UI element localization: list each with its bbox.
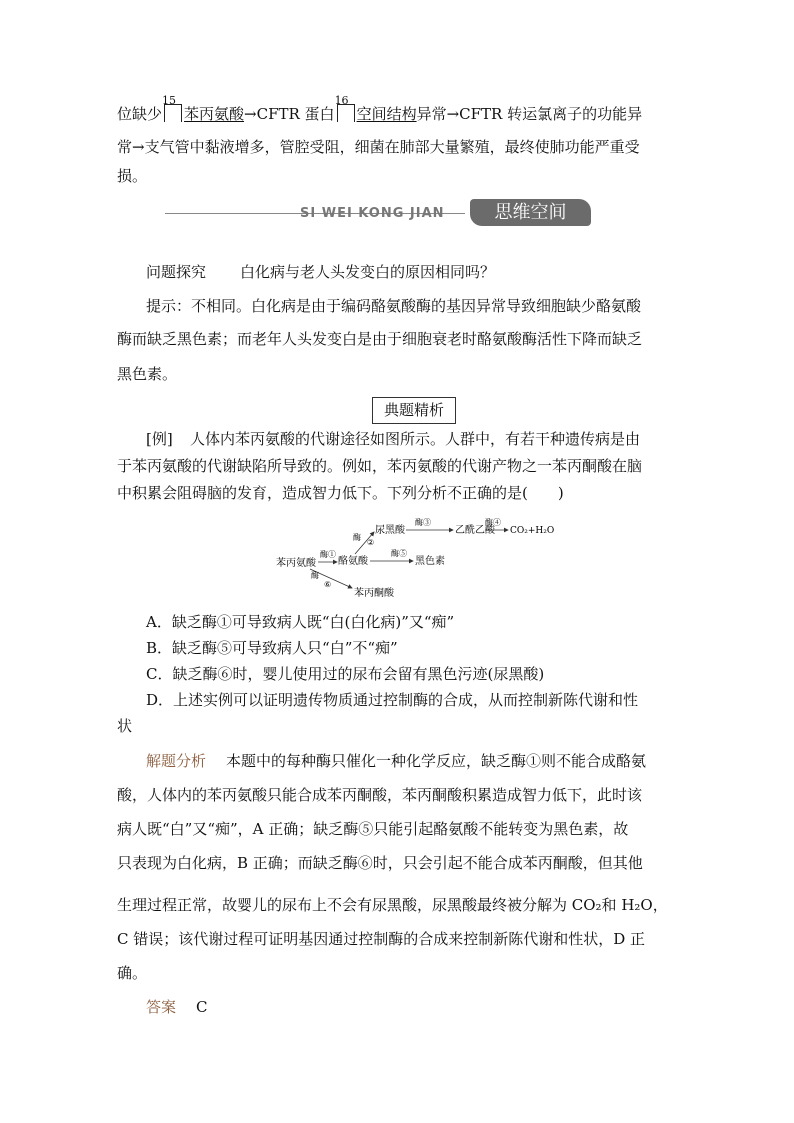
label-enzyme-2-num: ② [367, 538, 375, 547]
hint-line-1: 提示：不相同。白化病是由于编码酪氨酸酶的基因异常导致细胞缺少酪氨酸 [146, 297, 642, 315]
blank-answer-16: 空间结构 [356, 105, 417, 123]
intro-line-3: 损。 [117, 167, 148, 185]
example-tag: [例] [146, 430, 173, 448]
blank-number: 15 [162, 94, 177, 107]
blank-number: 16 [334, 94, 349, 107]
option-d-line-1: D．上述实例可以证明遗传物质通过控制酶的合成，从而控制新陈代谢和性 [146, 691, 639, 709]
example-line-3: 中积累会阻碍脑的发育，造成智力低下。下列分析不正确的是( ) [117, 484, 564, 502]
blank-answer-15: 苯丙氨酸 [184, 105, 245, 123]
section-title: 典题精析 [372, 397, 456, 424]
answer-blank-15 [162, 94, 182, 122]
label-enzyme-4: 酶④ [485, 518, 501, 527]
node-melanin: 黑色素 [415, 556, 445, 567]
option-b: B．缺乏酶⑤可导致病人只“白”不“痴” [146, 639, 398, 657]
intro-line-1 [117, 94, 643, 124]
option-a: A．缺乏酶①可导致病人既“白(白化病)”又“痴” [146, 613, 455, 631]
label-enzyme-6-num: ⑥ [324, 580, 332, 589]
banner-title: 思维空间 [470, 199, 591, 226]
label-enzyme-5: 酶⑤ [391, 549, 407, 558]
node-phenylpyruvic-acid: 苯丙酮酸 [354, 588, 394, 599]
intro-text: →CFTR 蛋白 [244, 105, 335, 123]
example-line-1: 人体内苯丙氨酸的代谢途径如图所示。人群中，有若干种遗传病是由 [190, 430, 641, 448]
label-enzyme-3: 酶③ [415, 518, 431, 527]
example-line-2: 于苯丙氨酸的代谢缺陷所导致的。例如，苯丙氨酸的代谢产物之一苯丙酮酸在脑 [117, 457, 643, 475]
analysis-line-7: 确。 [117, 964, 148, 982]
analysis-line-6: C 错误；该代谢过程可证明基因通过控制酶的合成来控制新陈代谢和性状，D 正 [117, 930, 646, 948]
inquiry-question: 白化病与老人头发变白的原因相同吗？ [240, 263, 496, 281]
label-enzyme-2: 酶 [353, 533, 361, 542]
intro-text: 异常→CFTR 转运氯离子的功能异 [416, 105, 643, 123]
answer-label: 答案 [146, 998, 177, 1016]
hint-line-2: 酶而缺乏黑色素；而老年人头发变白是由于细胞衰老时酪氨酸酶活性下降而缺乏 [117, 330, 643, 348]
analysis-line-1: 本题中的每种酶只催化一种化学反应，缺乏酶①则不能合成酪氨 [226, 752, 647, 770]
analysis-line-3: 病人既“白”又“痴”，A 正确；缺乏酶⑤只能引起酪氨酸不能转变为黑色素，故 [117, 820, 629, 838]
node-co2-h2o: CO₂+H₂O [510, 526, 555, 536]
node-acetoacetic-acid: 乙酰乙酸 [455, 525, 495, 536]
analysis-line-2: 酸，人体内的苯丙氨酸只能合成苯丙酮酸，苯丙酮酸积累造成智力低下，此时该 [117, 786, 643, 804]
analysis-label: 解题分析 [146, 752, 207, 770]
option-c: C．缺乏酶⑥时，婴儿使用过的尿布会留有黑色污迹(尿黑酸) [146, 665, 545, 683]
option-d-line-2: 状 [117, 717, 133, 735]
intro-text: 位缺少 [117, 105, 163, 123]
analysis-line-5: 生理过程正常，故婴儿的尿布上不会有尿黑酸，尿黑酸最终被分解为 CO₂和 H₂O， [117, 896, 668, 914]
node-homogentisic-acid: 尿黑酸 [375, 525, 405, 536]
node-phenylalanine: 苯丙氨酸 [276, 558, 316, 569]
label-enzyme-6: 酶 [311, 571, 319, 580]
intro-line-2: 常→支气管中黏液增多，管腔受阻，细菌在肺部大量繁殖，最终使肺功能严重受 [117, 138, 640, 156]
node-tyrosine: 酪氨酸 [338, 556, 368, 567]
metabolic-pathway-diagram [270, 515, 560, 603]
banner-pinyin: SI WEI KONG JIAN [300, 206, 445, 221]
inquiry-label: 问题探究 [146, 263, 207, 281]
hint-line-3: 黑色素。 [117, 365, 178, 383]
label-enzyme-1: 酶① [320, 550, 336, 559]
answer-value: C [196, 998, 208, 1016]
analysis-line-4: 只表现为白化病，B 正确；而缺乏酶⑥时，只会引起不能合成苯丙酮酸，但其他 [117, 854, 643, 872]
answer-blank-16 [334, 94, 355, 122]
